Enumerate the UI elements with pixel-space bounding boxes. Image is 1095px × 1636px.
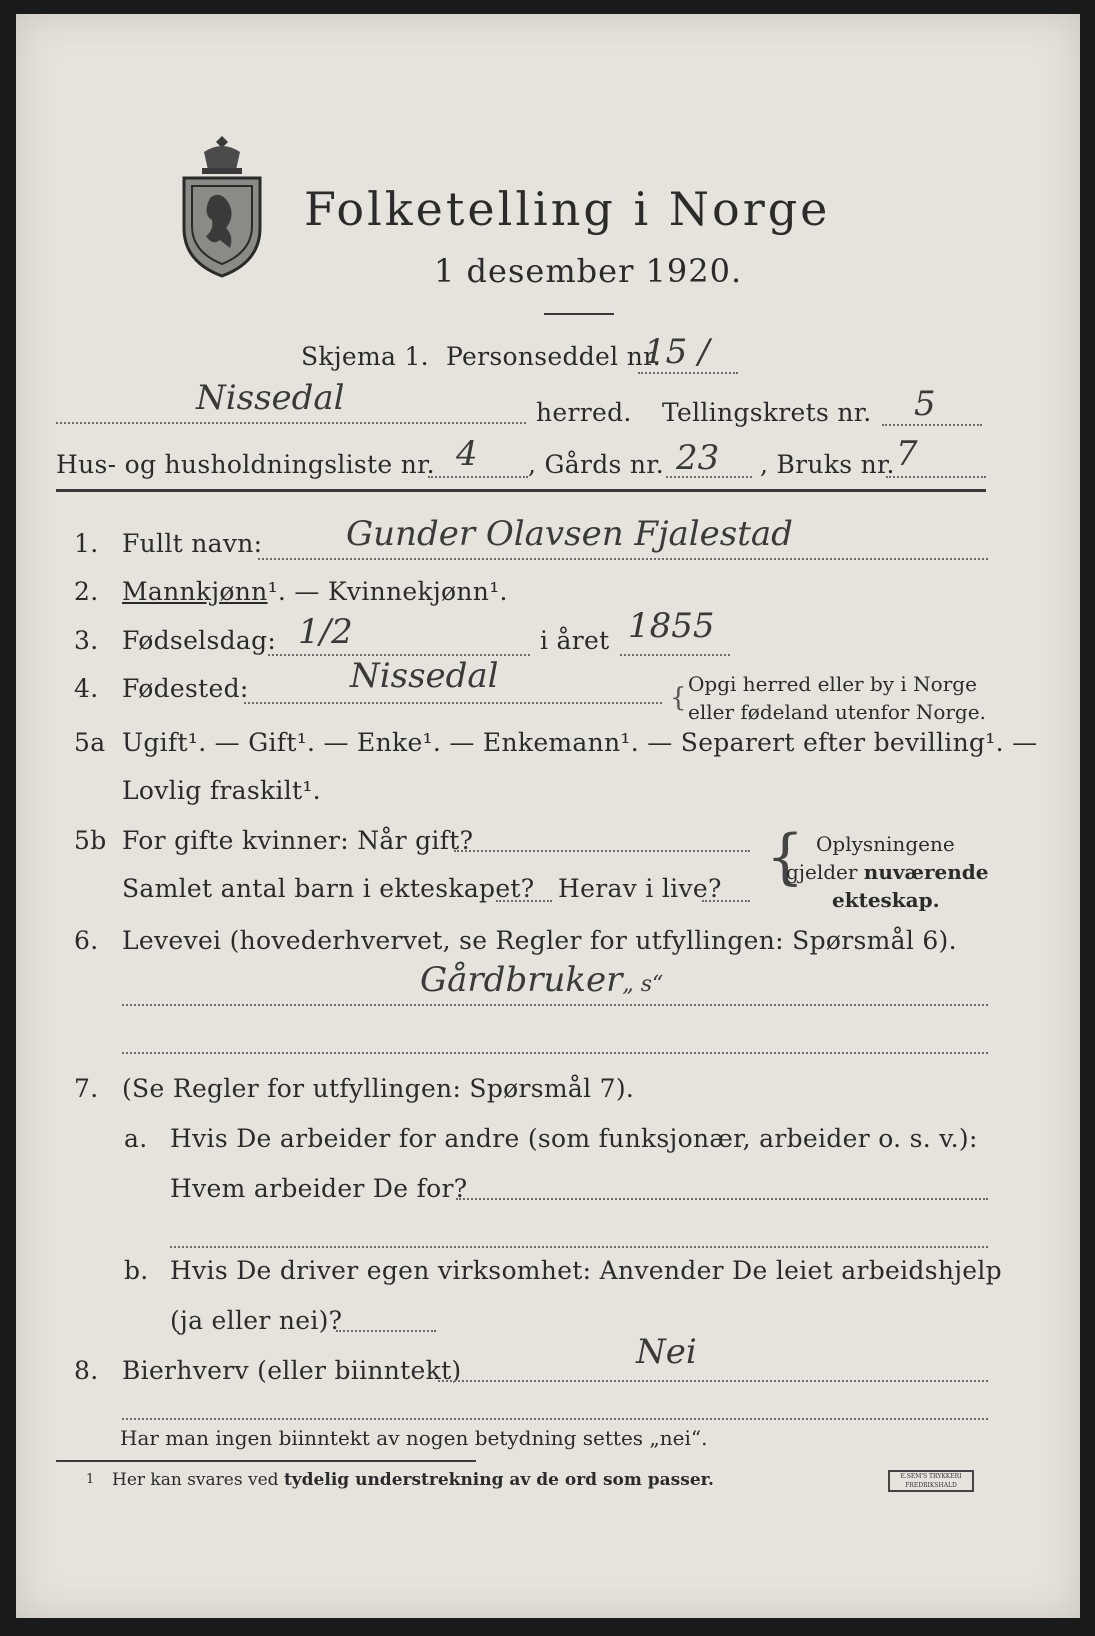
q4-brace: { <box>670 683 687 713</box>
header-rule <box>56 489 986 492</box>
q5b-alive-line <box>702 900 750 902</box>
bruks-line <box>886 476 986 478</box>
q6-value-text: Gårdbruker <box>420 960 623 1000</box>
q5a-line1: Ugift¹. — Gift¹. — Enke¹. — Enkemann¹. — Separert efter bevilling¹. — <box>122 728 1038 757</box>
hus-label: Hus- og husholdningsliste nr. <box>56 450 435 479</box>
bruks-value: 7 <box>896 434 918 474</box>
q5b-note-line1: Oplysningene <box>816 832 955 856</box>
q5b-line1: For gifte kvinner: Når gift? <box>122 826 474 855</box>
q8-value: Nei <box>636 1332 697 1372</box>
q7-number: 7. <box>74 1074 99 1103</box>
tellingskrets-value: 5 <box>914 384 936 424</box>
q5b-children-line <box>496 900 552 902</box>
q4-label: Fødested: <box>122 674 249 703</box>
q2-number: 2. <box>74 577 99 606</box>
q3-number: 3. <box>74 626 99 655</box>
q7b-number: b. <box>124 1256 149 1285</box>
q4-value: Nissedal <box>350 656 499 696</box>
q5a-line2: Lovlig fraskilt¹. <box>122 776 321 805</box>
q7a-line2: Hvem arbeider De for? <box>170 1174 468 1203</box>
q4-line <box>244 702 662 704</box>
coat-of-arms-icon <box>176 132 268 282</box>
q5a-number: 5a <box>74 728 106 757</box>
personseddel-label: Personseddel nr. <box>446 342 661 371</box>
q3-day-value: 1/2 <box>298 612 353 652</box>
gards-label: , Gårds nr. <box>528 450 665 479</box>
tellingskrets-line <box>882 424 982 426</box>
footnote-pre: Her kan svares ved <box>112 1470 279 1490</box>
q2-end: . <box>499 577 508 606</box>
gards-value: 23 <box>676 438 720 478</box>
personseddel-value: 15 / <box>644 332 710 372</box>
footnote-rule <box>56 1460 476 1462</box>
q4-note-line1: Opgi herred eller by i Norge <box>688 672 977 696</box>
q7a-line-extra <box>170 1246 988 1248</box>
personseddel-line <box>638 372 738 374</box>
q7b-line1: Hvis De driver egen virksomhet: Anvender De leiet arbeidshjelp <box>170 1256 1002 1285</box>
printer-stamp: E.SEM'S TRYKKERI FREDRIKSHALD <box>888 1470 974 1492</box>
q5b-married-line <box>454 850 750 852</box>
hus-value: 4 <box>456 434 478 474</box>
q7a-line1: Hvis De arbeider for andre (som funksjonær, arbeider o. s. v.): <box>170 1124 978 1153</box>
footnote-number: 1 <box>86 1472 95 1487</box>
q6-line2 <box>122 1052 988 1054</box>
q5b-brace: { <box>766 822 805 892</box>
census-form <box>16 14 1080 1618</box>
q6-line1 <box>122 1004 988 1006</box>
herred-value: Nissedal <box>196 378 345 418</box>
q2-separator: . — <box>277 577 328 606</box>
skjema-label: Skjema 1. <box>301 342 429 371</box>
q5b-alive-label: Herav i live? <box>558 874 722 903</box>
footer-note: Har man ingen biinntekt av nogen betydning settes „nei“. <box>120 1426 708 1450</box>
q3-year-line <box>620 654 730 656</box>
q6-value <box>420 960 663 1000</box>
q2-female-option: Kvinnekjønn <box>327 577 490 606</box>
q2-options: Mannkjønn¹. — Kvinnekjønn¹. <box>122 577 508 606</box>
q7b-line2: (ja eller nei)? <box>170 1306 343 1335</box>
herred-line <box>56 422 526 424</box>
q5b-note2-bold: nuværende <box>863 860 989 884</box>
title-divider <box>544 313 614 315</box>
q7a-number: a. <box>124 1124 148 1153</box>
bruks-label: , Bruks nr. <box>760 450 895 479</box>
q1-line <box>258 558 988 560</box>
q4-note-line2 <box>688 700 986 724</box>
q5b-note2-pre: gjelder <box>786 860 858 884</box>
footnote-text <box>112 1470 714 1490</box>
hus-line <box>428 476 528 478</box>
q8-line <box>438 1380 988 1382</box>
q3-year-label: i året <box>540 626 610 655</box>
q5b-children-label: Samlet antal barn i ekteskapet? <box>122 874 535 903</box>
q1-label: Fullt navn: <box>122 529 263 558</box>
q5b-note-line3: ekteskap. <box>832 888 940 912</box>
q5b-number: 5b <box>74 826 107 855</box>
q1-number: 1. <box>74 529 99 558</box>
census-date: 1 desember 1920. <box>434 252 743 290</box>
q3-label: Fødselsdag: <box>122 626 277 655</box>
q4-note2-post: utenfor Norge. <box>834 700 986 724</box>
q6-label: Levevei (hovederhvervet, se Regler for utfyllingen: Spørsmål 6). <box>122 926 957 955</box>
q4-note2-pre: eller fødeland <box>688 700 829 724</box>
q7-label: (Se Regler for utfyllingen: Spørsmål 7). <box>122 1074 635 1103</box>
q2-male-option: Mannkjønn <box>122 577 268 606</box>
herred-label: herred. <box>536 398 632 427</box>
q8-label: Bierhverv (eller biinntekt) <box>122 1356 462 1385</box>
q7a-line <box>456 1198 988 1200</box>
q1-value: Gunder Olavsen Fjalestad <box>346 514 793 554</box>
q5b-note-line2 <box>786 860 989 884</box>
q7b-line <box>336 1330 436 1332</box>
q8-number: 8. <box>74 1356 99 1385</box>
q6-value-suffix: „ s“ <box>622 972 664 997</box>
footnote-bold: tydelig understrekning av de ord som passer. <box>283 1470 714 1490</box>
q6-number: 6. <box>74 926 99 955</box>
q4-number: 4. <box>74 674 99 703</box>
q8-line-extra <box>122 1418 988 1420</box>
q3-year-value: 1855 <box>628 606 715 646</box>
form-title: Folketelling i Norge <box>304 182 831 236</box>
tellingskrets-label: Tellingskrets nr. <box>662 398 872 427</box>
